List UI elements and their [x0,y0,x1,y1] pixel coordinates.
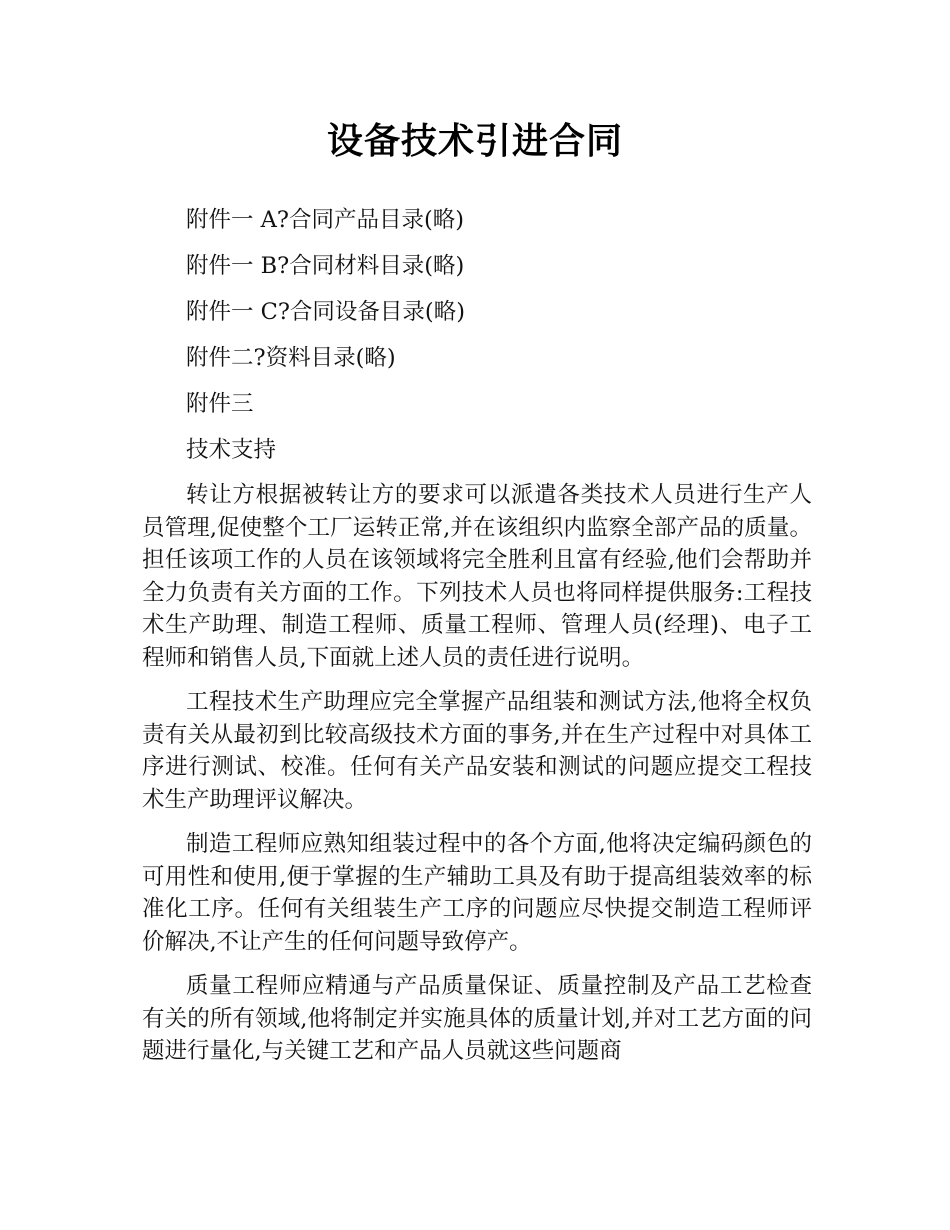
document-title: 设备技术引进合同 [326,121,623,162]
paragraph-quality-engineer: 质量工程师应精通与产品质量保证、质量控制及产品工艺检查有关的所有领域,他将制定并实施具体的质量计划,并对工艺方面的问题进行量化,与关键工艺和产品人员就这些问题商 [142,973,812,1064]
appendix-line-1b: 附件一 B?合同材料目录(略) [186,253,465,279]
appendix-line-2: 附件二?资料目录(略) [186,345,396,371]
document-body [142,203,812,1080]
appendix-line-3: 附件三 [186,391,254,417]
appendix-line-1c: 附件一 C?合同设备目录(略) [186,299,465,325]
section-heading-tech-support: 技术支持 [186,437,277,463]
paragraph-transfer-staff: 转让方根据被转让方的要求可以派遣各类技术人员进行生产人员管理,促使整个工厂运转正常,并在该组织内监察全部产品的质量。担任该项工作的人员在该领域将完全胜利且富有经验,他们会帮助并全力负责有关方面的工作。下列技术人员也将同样提供服务:工程技术生产助理、制造工程师、质量工程师、管理人员(经理)、电子工程师和销售人员,下面就上述人员的责任进行说明。 [142,482,812,671]
appendix-line-1a: 附件一 A?合同产品目录(略) [186,207,465,233]
paragraph-manufacturing-engineer: 制造工程师应熟知组装过程中的各个方面,他将决定编码颜色的可用性和使用,便于掌握的生产辅助工具及有助于提高组装效率的标准化工序。任何有关组装生产工序的问题应尽快提交制造工程师评价解决,不让产生的任何问题导致停产。 [142,831,812,955]
paragraph-production-assistant: 工程技术生产助理应完全掌握产品组装和测试方法,他将全权负责有关从最初到比较高级技术方面的事务,并在生产过程中对具体工序进行测试、校准。任何有关产品安装和测试的问题应提交工程技术生产助理评议解决。 [142,689,812,813]
